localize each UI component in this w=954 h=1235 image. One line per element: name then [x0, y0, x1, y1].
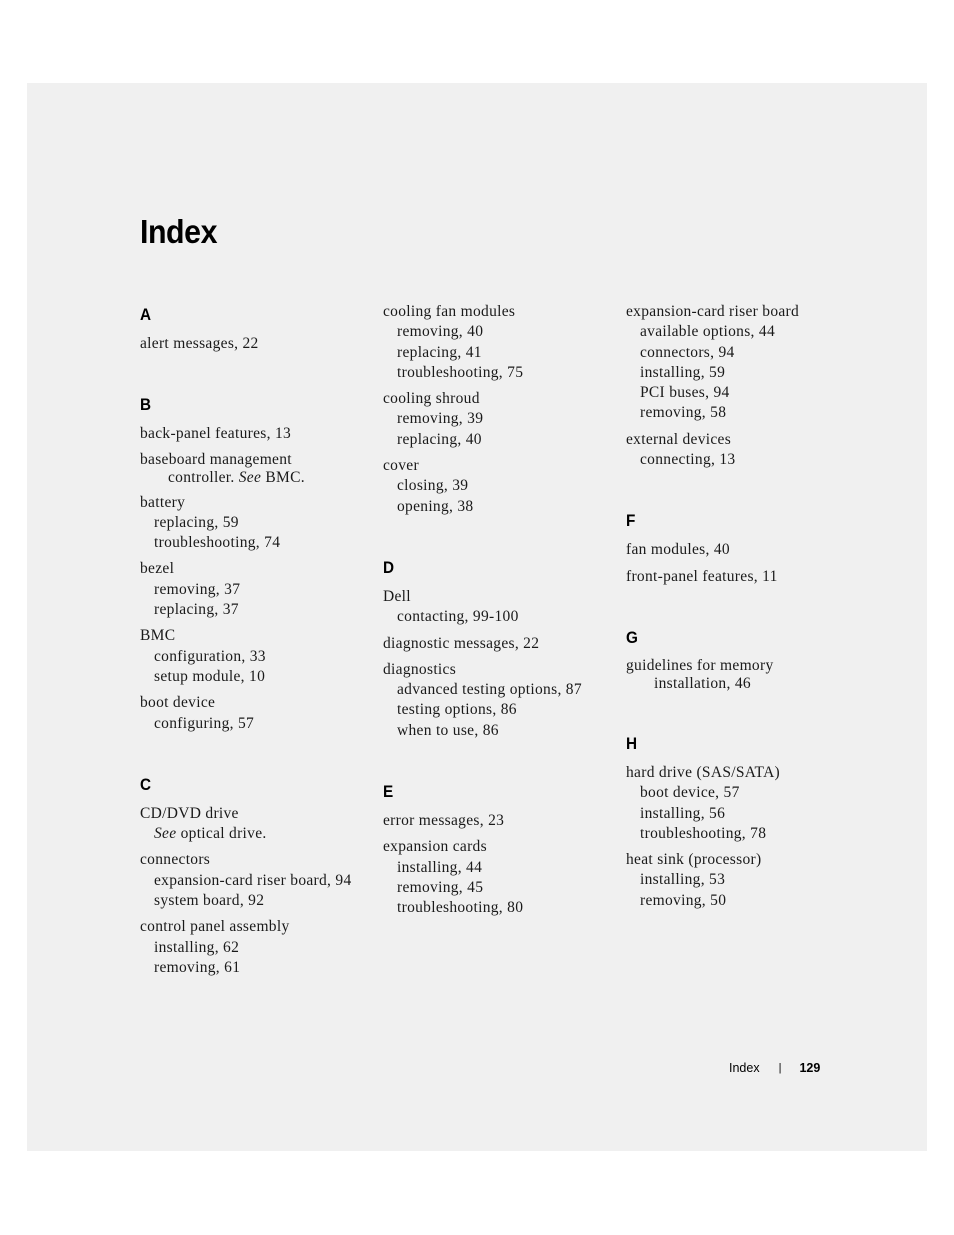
- index-entry: [140, 424, 372, 444]
- section-letter: G: [626, 627, 639, 647]
- index-term-text: fan modules, 40: [626, 541, 730, 559]
- index-entry: [140, 804, 372, 845]
- index-term: [140, 693, 372, 713]
- index-entry: [140, 334, 372, 354]
- index-subentry: setup module, 10: [154, 667, 266, 685]
- index-subentry: troubleshooting, 80: [397, 899, 524, 917]
- index-term-text: diagnostics: [383, 660, 457, 678]
- index-term: [626, 850, 858, 870]
- index-term-text: heat sink (processor): [626, 851, 762, 869]
- index-subentry: testing options, 86: [397, 701, 517, 719]
- index-subentry: contacting, 99-100: [397, 608, 519, 626]
- index-subentry: PCI buses, 94: [640, 384, 730, 402]
- section-letter: D: [383, 557, 395, 577]
- index-term-text: cover: [383, 457, 419, 475]
- index-term: [140, 850, 372, 870]
- index-entry: [626, 430, 858, 471]
- index-entry: [140, 693, 372, 734]
- index-subentry: available options, 44: [640, 323, 776, 341]
- index-subentry: troubleshooting, 78: [640, 824, 767, 842]
- index-subentry: removing, 50: [640, 891, 727, 909]
- index-subentry: troubleshooting, 75: [397, 363, 524, 381]
- index-term: [140, 424, 372, 444]
- index-entry: [626, 540, 858, 560]
- index-subentry: system board, 92: [154, 892, 265, 910]
- index-subentry: connecting, 13: [640, 451, 736, 469]
- index-subentry: removing, 61: [154, 958, 241, 976]
- index-entry: [383, 302, 615, 383]
- index-term: [140, 559, 372, 579]
- index-term: [140, 334, 372, 354]
- index-entry: [140, 917, 372, 978]
- index-subentry: installing, 62: [154, 938, 240, 956]
- index-term-text: front-panel features, 11: [626, 567, 778, 585]
- index-subentry: installing, 56: [640, 804, 726, 822]
- see-reference: See: [154, 825, 177, 843]
- index-entry: [383, 587, 615, 628]
- index-entry: [140, 559, 372, 620]
- index-term: [626, 302, 858, 322]
- index-term: [383, 302, 615, 322]
- index-term: [383, 456, 615, 476]
- index-term: [383, 587, 615, 607]
- section-letter: A: [140, 305, 152, 324]
- index-term: [140, 493, 372, 513]
- index-term-text: Dell: [383, 587, 411, 605]
- continuation-text: installation, 46: [654, 674, 751, 692]
- index-term-continuation: [140, 469, 372, 487]
- index-subentry: removing, 58: [640, 404, 727, 422]
- index-entry: [626, 763, 858, 844]
- index-term: [626, 763, 858, 783]
- index-term-text: cooling fan modules: [383, 303, 516, 320]
- index-column-3: [626, 302, 858, 917]
- index-subentry: connectors, 94: [640, 343, 735, 361]
- index-subentry: replacing, 40: [397, 430, 482, 448]
- index-subentry: replacing, 37: [154, 601, 239, 619]
- section-letter: B: [140, 395, 152, 415]
- index-term: [383, 837, 615, 857]
- index-entry: [626, 657, 858, 693]
- index-term-text: diagnostic messages, 22: [383, 634, 540, 652]
- index-term: [383, 811, 615, 831]
- index-term-text: external devices: [626, 430, 732, 448]
- index-term-text: alert messages, 22: [140, 335, 259, 352]
- footer-label: Index: [729, 1061, 760, 1075]
- index-term-text: hard drive (SAS/SATA): [626, 763, 781, 781]
- index-term: [626, 567, 858, 587]
- index-term-text: boot device: [140, 694, 216, 712]
- index-term-text: expansion cards: [383, 838, 487, 856]
- index-term-text: guidelines for memory: [626, 656, 774, 674]
- section-letter: C: [140, 774, 152, 794]
- index-entry: [140, 626, 372, 687]
- index-column-1: [140, 302, 372, 984]
- see-reference: See: [238, 468, 262, 486]
- page-number: 129: [799, 1061, 821, 1075]
- index-subentry: opening, 38: [397, 497, 474, 515]
- index-term: [383, 660, 615, 680]
- index-term-text: expansion-card riser board: [626, 303, 800, 320]
- index-subentry: replacing, 41: [397, 343, 482, 361]
- section-letter: H: [626, 733, 638, 753]
- index-term-text: bezel: [140, 560, 175, 578]
- see-also-line: [140, 824, 372, 844]
- index-subentry: removing, 45: [397, 878, 484, 896]
- index-subentry: replacing, 59: [154, 513, 239, 531]
- page-footer: [729, 1061, 820, 1075]
- index-term-text: control panel assembly: [140, 918, 290, 936]
- index-term: [140, 804, 372, 824]
- index-entry: [383, 811, 615, 831]
- index-entry: [626, 850, 858, 911]
- index-term: [383, 634, 615, 654]
- index-entry: [383, 634, 615, 654]
- index-entry: [383, 456, 615, 517]
- index-term-text: baseboard management: [140, 450, 292, 468]
- section-letter: E: [383, 782, 394, 802]
- index-subentry: configuration, 33: [154, 647, 266, 665]
- index-term-text: BMC: [140, 627, 176, 645]
- index-term-text: CD/DVD drive: [140, 804, 239, 822]
- index-entry: [140, 451, 372, 487]
- index-term: [140, 917, 372, 937]
- index-term: [383, 389, 615, 409]
- index-entry: [383, 837, 615, 918]
- page-title: Index: [140, 213, 218, 250]
- index-term-text: error messages, 23: [383, 812, 505, 830]
- index-entry: [626, 567, 858, 587]
- index-entry: [140, 493, 372, 554]
- index-subentry: expansion-card riser board, 94: [154, 871, 352, 889]
- index-term-text: connectors: [140, 851, 211, 869]
- index-subentry: removing, 40: [397, 323, 484, 341]
- index-subentry: closing, 39: [397, 477, 469, 495]
- index-term: [626, 430, 858, 450]
- index-term-continuation: [626, 675, 858, 693]
- index-subentry: installing, 44: [397, 858, 483, 876]
- index-term: [140, 451, 372, 487]
- index-subentry: troubleshooting, 74: [154, 534, 281, 552]
- index-term-text: battery: [140, 493, 186, 511]
- index-term: [626, 540, 858, 560]
- index-entry: [383, 389, 615, 450]
- index-subentry: configuring, 57: [154, 714, 255, 732]
- index-subentry: removing, 39: [397, 410, 484, 428]
- index-subentry: boot device, 57: [640, 784, 740, 802]
- index-subentry: advanced testing options, 87: [397, 681, 582, 699]
- index-term: [626, 657, 858, 693]
- index-subentry: when to use, 86: [397, 721, 499, 739]
- footer-separator: |: [778, 1062, 782, 1074]
- index-entry: [626, 302, 858, 424]
- index-column-2: [383, 302, 615, 925]
- index-subentry: installing, 59: [640, 363, 726, 381]
- index-entry: [383, 660, 615, 741]
- index-subentry: removing, 37: [154, 580, 241, 598]
- index-subentry: installing, 53: [640, 871, 726, 889]
- index-entry: [140, 850, 372, 911]
- section-letter: F: [626, 511, 636, 531]
- see-target: optical drive.: [176, 825, 267, 843]
- see-target: BMC.: [261, 468, 305, 486]
- index-term-text: back-panel features, 13: [140, 425, 292, 443]
- continuation-text: controller.: [168, 468, 239, 486]
- index-term: [140, 626, 372, 646]
- index-term-text: cooling shroud: [383, 390, 480, 408]
